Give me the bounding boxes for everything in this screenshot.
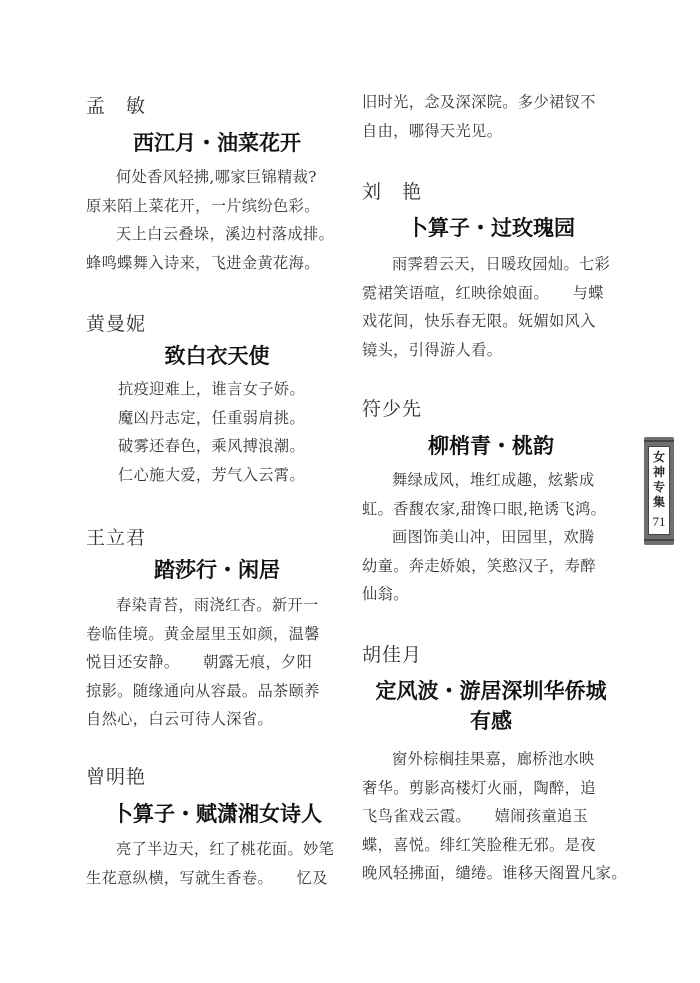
poem-author: 胡佳月 [362, 644, 423, 666]
poem-body [362, 250, 620, 364]
poem-title-line: 有感 [470, 708, 512, 733]
poem-line: 雨霁碧云天，日暖玫园灿。七彩 [392, 255, 611, 273]
poem-body [86, 591, 348, 734]
poem-line: 掠影。随缘通向从容最。品茶颐养 [86, 681, 320, 700]
poem-line: 自然心，白云可待人深省。 [86, 710, 274, 728]
poem-title: 西江月・油菜花开 [133, 130, 301, 155]
poem-line: 天上白云叠垛，溪边村落成排。 [116, 225, 335, 243]
page-number: 71 [652, 514, 666, 529]
poem-title: 踏莎行・闲居 [154, 557, 280, 582]
collection-title: 女神专集 [652, 450, 665, 509]
poem-line: 仙翁。 [362, 585, 409, 603]
poem-line: 春染青苔，雨浇红杏。新开一 [116, 596, 319, 614]
poem-line: 抗疫迎难上，谁言女子娇。 [118, 380, 306, 398]
poem-line: 旧时光，念及深深院。多少裙钗不 [362, 93, 596, 111]
poem-body [86, 375, 348, 489]
poem-line: 魔凶丹志定，任重弱肩挑。 [118, 408, 306, 427]
poem-title: 柳梢青・桃韵 [428, 433, 554, 458]
poem-line: 飞鸟雀戏云霞。 嬉闹孩童追玉 [362, 807, 589, 825]
poem-title: 卜算子・赋潇湘女诗人 [112, 801, 322, 826]
poem-author: 曾明艳 [86, 766, 147, 788]
poem-line: 仁心施大爱，芳气入云霄。 [118, 465, 306, 484]
poem-line: 破雾还春色，乘风搏浪潮。 [118, 437, 306, 455]
poem-body [86, 163, 348, 277]
poem-line: 悦目还安静。 朝露无痕，夕阳 [86, 653, 313, 671]
poem-continuation [362, 88, 620, 145]
poem-line: 画图饰美山冲，田园里，欢腾 [392, 528, 595, 546]
poem-line: 奢华。剪影高楼灯火丽，陶醉，追 [362, 778, 596, 797]
poem-author: 王立君 [86, 527, 147, 549]
poem-author: 刘 艳 [362, 181, 423, 203]
poem-line: 蝶，喜悦。绯红笑脸稚无邪。是夜 [362, 835, 596, 854]
poem-title: 致白衣天使 [164, 343, 270, 368]
poem-line: 戏花间，快乐春无限。妩媚如风入 [362, 312, 596, 330]
poem-body [362, 466, 620, 609]
poem-line: 幼童。奔走娇娘，笑憨汉子，寿醉 [362, 556, 596, 575]
poem-author: 孟 敏 [86, 95, 147, 117]
poem-line: 蜂鸣蝶舞入诗来，飞进金黄花海。 [86, 253, 320, 272]
poem-line: 何处香风轻拂,哪家巨锦精裁? [116, 168, 317, 186]
poem-line: 卷临佳境。黄金屋里玉如颜，温馨 [86, 624, 320, 643]
side-tab-bar-bottom [644, 539, 674, 541]
poem-line: 窗外棕榈挂果嘉，廊桥池水映 [392, 750, 595, 768]
poem-line: 镜头，引得游人看。 [362, 340, 503, 359]
poem-body [86, 835, 348, 892]
poem-title: 卜算子・过玫瑰园 [407, 215, 575, 240]
poem-author: 符少先 [362, 398, 423, 420]
poem-title [362, 676, 620, 736]
poem-body [362, 745, 627, 888]
poem-line: 舞绿成风，堆红成趣，炫紫成 [392, 471, 595, 489]
side-tab-label [648, 446, 670, 535]
poem-line: 生花意纵横，写就生香卷。 忆及 [86, 868, 328, 887]
poem-line: 原来陌上菜花开，一片缤纷色彩。 [86, 196, 320, 215]
poem-line: 晚风轻拂面，缱绻。谁移天阁置凡家。 [362, 864, 627, 882]
poem-line: 虹。香馥农家,甜馋口眼,艳诱飞鸿。 [362, 499, 607, 518]
side-tab-bar-top [644, 440, 674, 442]
side-tab [644, 437, 674, 545]
poem-line: 霓裙笑语喧，红映徐娘面。 与蝶 [362, 283, 604, 302]
poem-line: 自由，哪得天光见。 [362, 121, 503, 140]
poem-line: 亮了半边天，红了桃花面。妙笔 [116, 840, 335, 858]
poem-author: 黄曼妮 [86, 313, 147, 335]
poem-title-line: 定风波・游居深圳华侨城 [375, 678, 607, 703]
